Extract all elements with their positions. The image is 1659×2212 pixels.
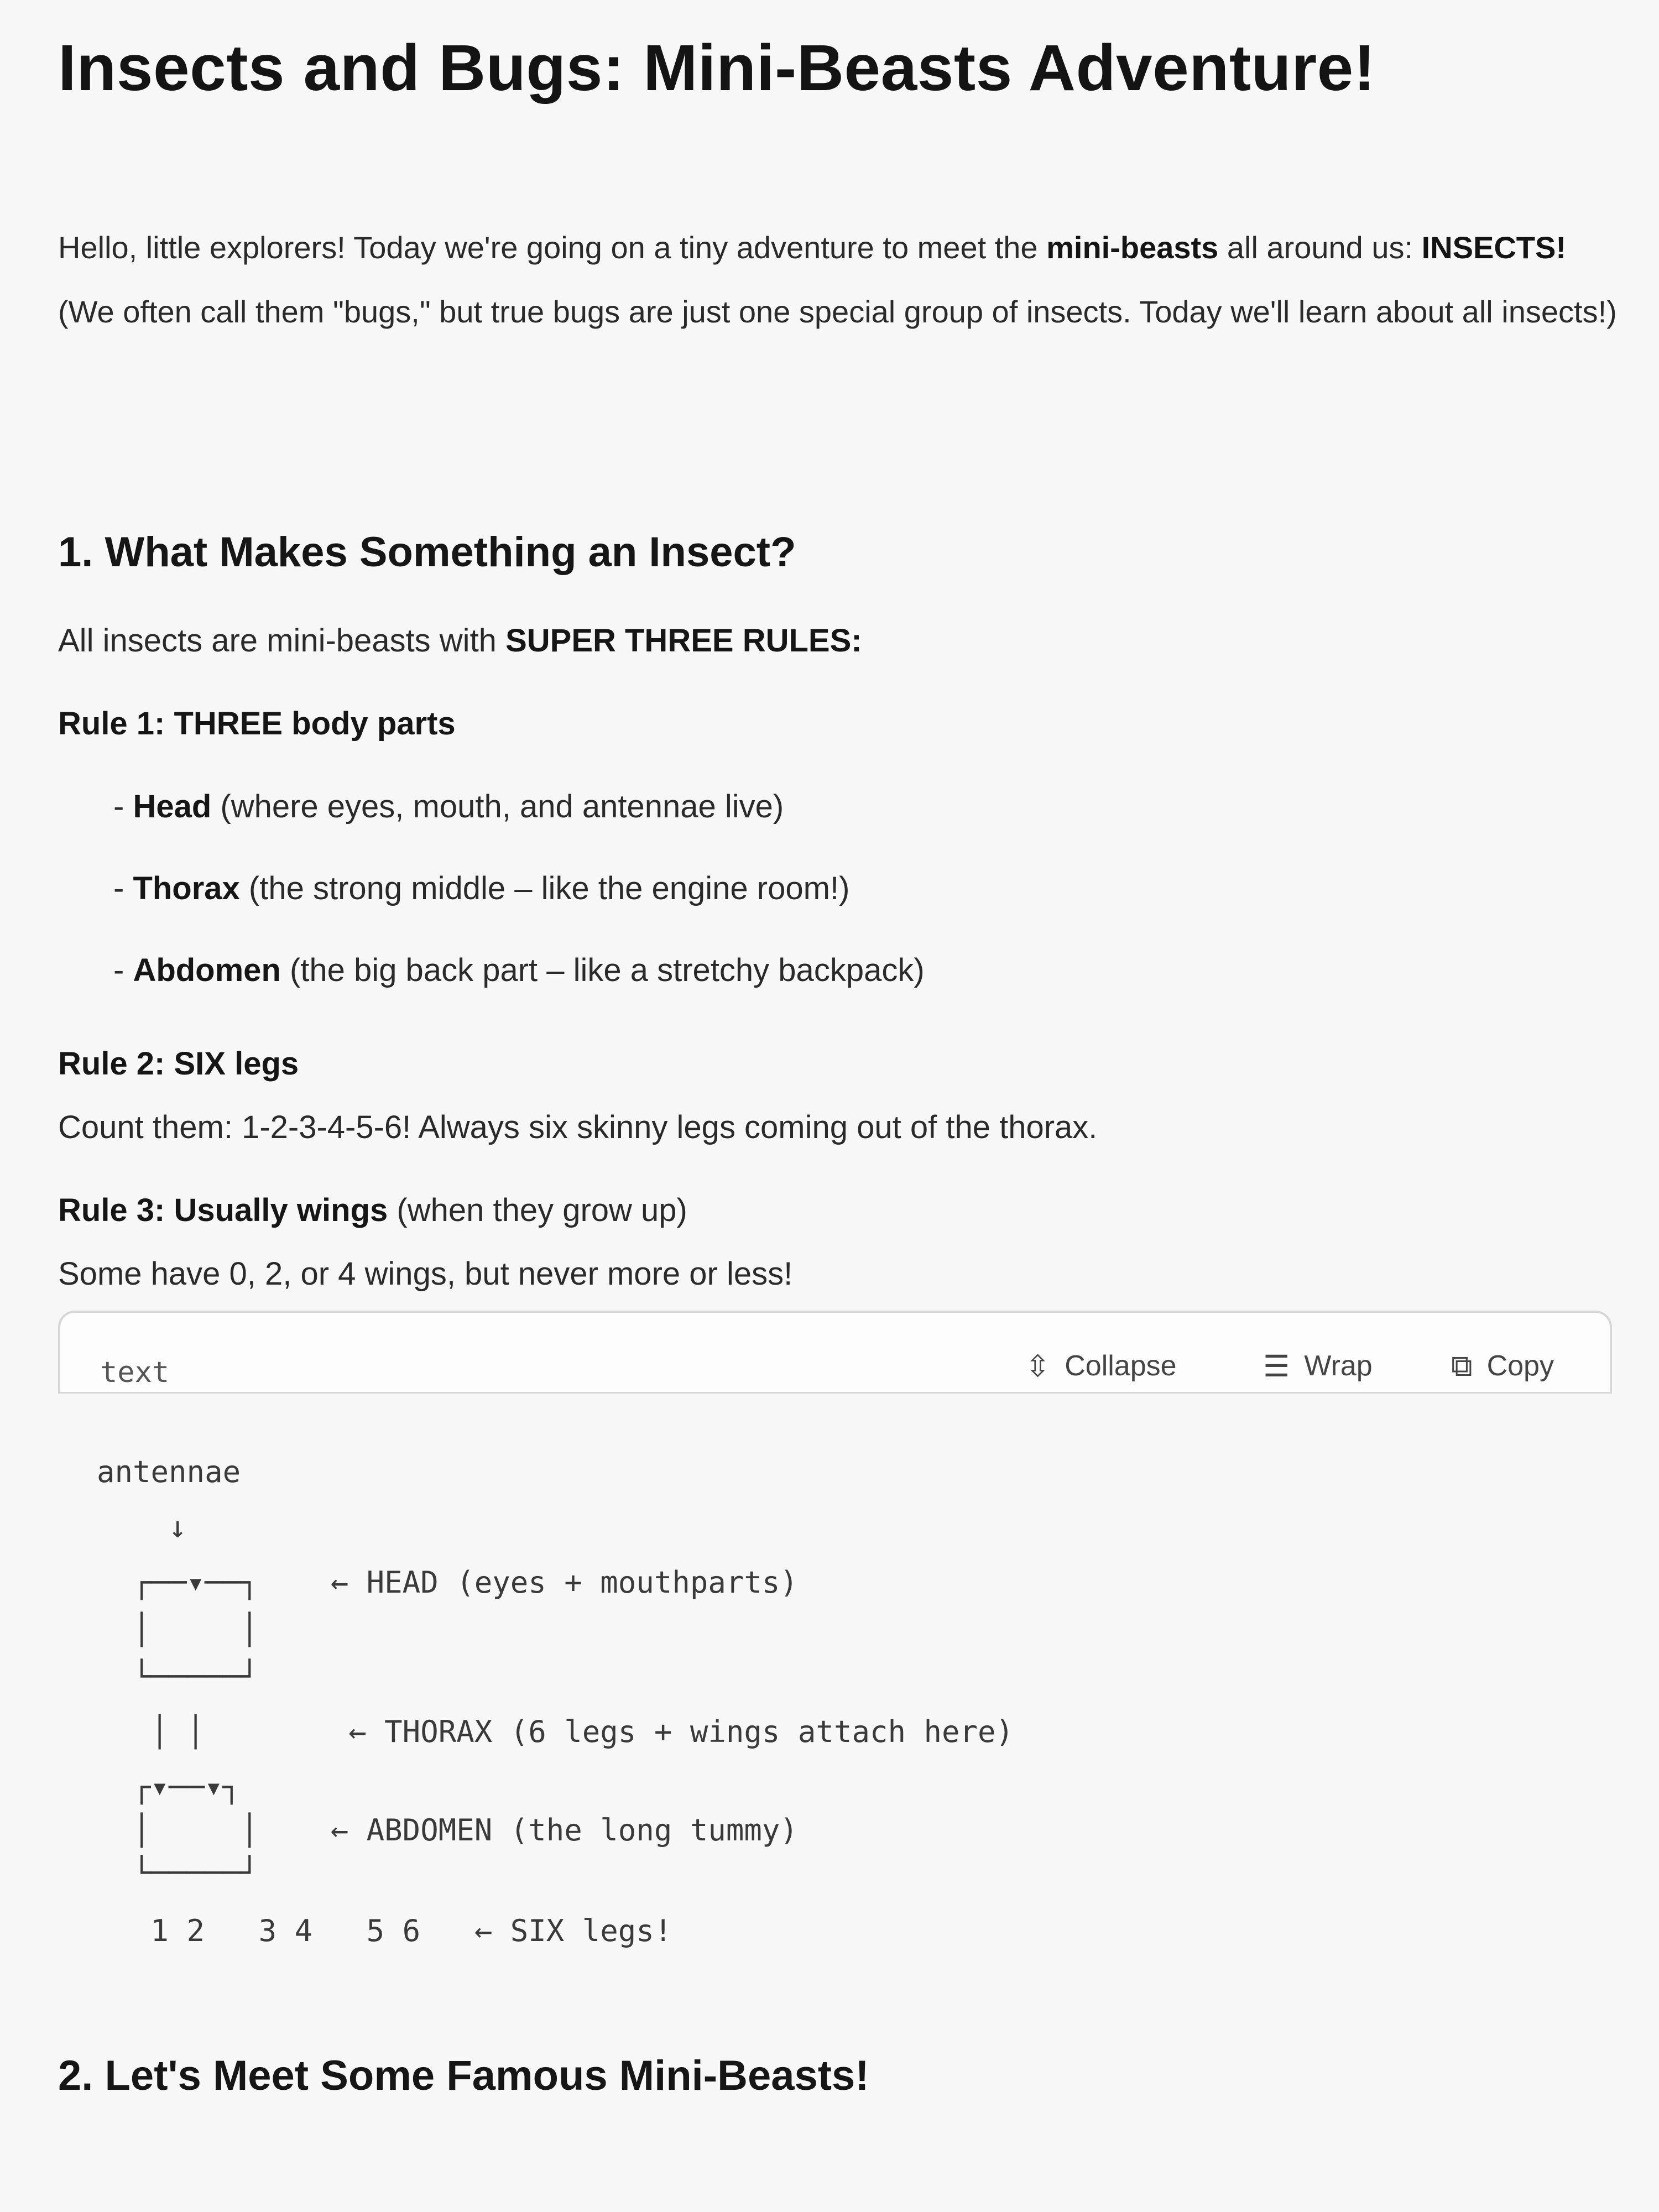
code-block-content bbox=[97, 1454, 1014, 1948]
intro-text bbox=[58, 216, 1623, 344]
rule-3-title: Rule 3: Usually wings bbox=[58, 1192, 388, 1228]
copy-button[interactable] bbox=[1451, 1344, 1554, 1388]
section-heading-1: 1. What Makes Something an Insect? bbox=[58, 529, 796, 576]
body-part-desc: (the big back part – like a stretchy backpack) bbox=[280, 952, 925, 988]
collapse-button[interactable] bbox=[1025, 1344, 1177, 1388]
lead-text: All insects are mini-beasts with bbox=[58, 623, 506, 659]
rule-3-note: (when they grow up) bbox=[388, 1192, 687, 1228]
intro-note: (We often call them "bugs," but true bugs are just one special group of insects. Today we'll learn about all insects!) bbox=[58, 294, 1617, 329]
section1-lead bbox=[58, 622, 1623, 659]
code-line: │ │ ← THORAX (6 legs + wings attach here) bbox=[97, 1714, 1014, 1749]
wrap-button[interactable] bbox=[1263, 1344, 1373, 1388]
code-line: │ │ bbox=[97, 1612, 259, 1647]
code-line: │ │ ← ABDOMEN (the long tummy) bbox=[97, 1813, 798, 1848]
body-part-desc: (where eyes, mouth, and antennae live) bbox=[211, 789, 784, 825]
rule-3-text: Some have 0, 2, or 4 wings, but never more or less! bbox=[58, 1256, 793, 1292]
code-block-header bbox=[58, 1311, 1612, 1394]
body-part-name: Thorax bbox=[133, 870, 240, 906]
code-language-label: text bbox=[100, 1356, 170, 1389]
body-part-desc: (the strong middle – like the engine room!) bbox=[239, 870, 850, 906]
intro-text-part: all around us: bbox=[1218, 230, 1422, 265]
intro-emphasis: INSECTS! bbox=[1421, 230, 1567, 265]
intro-emphasis: mini-beasts bbox=[1046, 230, 1219, 265]
collapse-icon: ⇳ bbox=[1025, 1349, 1051, 1383]
wrap-label: Wrap bbox=[1304, 1350, 1373, 1382]
rule-1-heading: Rule 1: THREE body parts bbox=[58, 706, 456, 742]
code-line: ↓ bbox=[97, 1510, 187, 1545]
body-part-item: - Head (where eyes, mouth, and antennae live) bbox=[113, 789, 784, 825]
copy-icon: ⧉ bbox=[1451, 1349, 1473, 1383]
body-part-item: - Thorax (the strong middle – like the engine room!) bbox=[113, 870, 850, 906]
body-part-name: Abdomen bbox=[133, 952, 281, 988]
code-line: └─────┘ bbox=[97, 1659, 259, 1694]
body-part-item: - Abdomen (the big back part – like a stretchy backpack) bbox=[113, 952, 925, 988]
code-line: └─────┘ bbox=[97, 1855, 259, 1890]
code-line: ┌──▾──┐ ← HEAD (eyes + mouthparts) bbox=[97, 1565, 798, 1600]
body-part-name: Head bbox=[133, 789, 212, 825]
collapse-label: Collapse bbox=[1065, 1350, 1177, 1382]
copy-label: Copy bbox=[1486, 1350, 1554, 1382]
intro-text-part: Hello, little explorers! Today we're going on a tiny adventure to meet the bbox=[58, 230, 1047, 265]
page-title: Insects and Bugs: Mini-Beasts Adventure! bbox=[58, 32, 1376, 105]
code-line: ┌▾──▾┐ bbox=[97, 1770, 241, 1804]
rule-2-text: Count them: 1-2-3-4-5-6! Always six skinny legs coming out of the thorax. bbox=[58, 1109, 1098, 1145]
rule-3-heading bbox=[58, 1192, 1623, 1229]
rule-2-heading: Rule 2: SIX legs bbox=[58, 1046, 299, 1082]
lead-emphasis: SUPER THREE RULES: bbox=[505, 623, 862, 659]
code-line: 1 2 3 4 5 6 ← SIX legs! bbox=[97, 1913, 672, 1948]
code-line: antennae bbox=[97, 1454, 241, 1489]
section-heading-2: 2. Let's Meet Some Famous Mini-Beasts! bbox=[58, 2052, 869, 2099]
wrap-icon: ☰ bbox=[1263, 1349, 1290, 1383]
